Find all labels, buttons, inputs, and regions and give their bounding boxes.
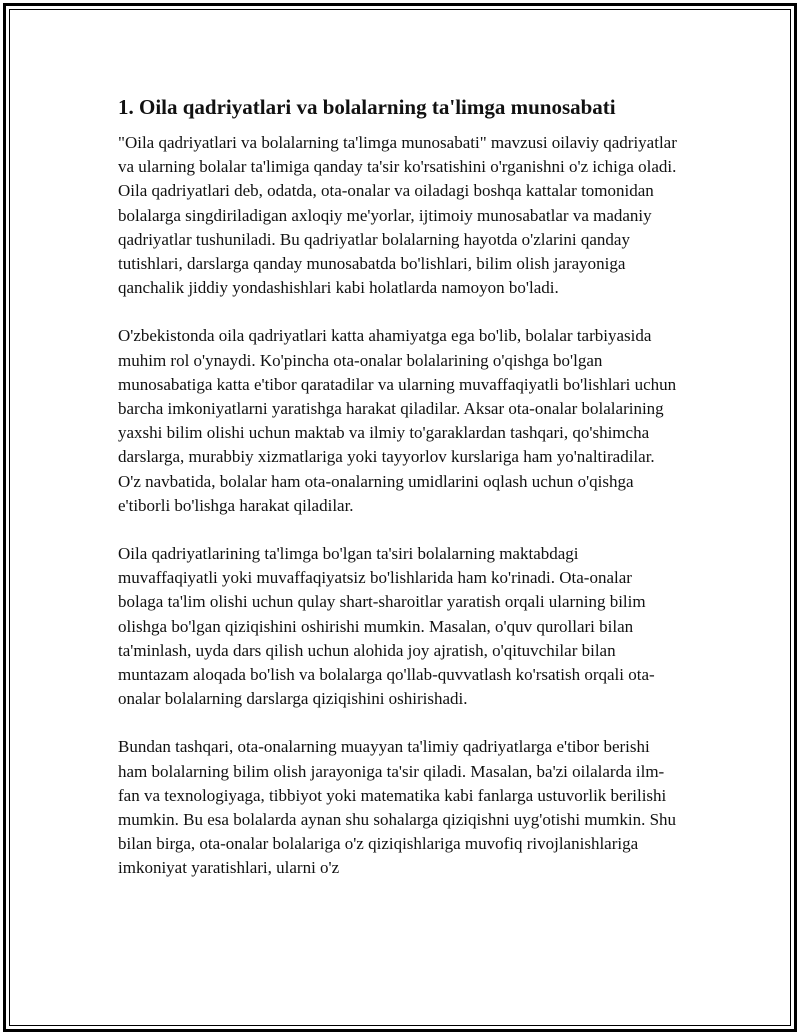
document-body — [118, 93, 678, 881]
paragraph-2: O'zbekistonda oila qadriyatlari katta ahamiyatga ega bo'lib, bolalar tarbiyasida muhim rol o'ynaydi. Ko'pincha ota-onalar bolalarining o'qishga bo'lgan munosabatiga katta e'tibor qaratadilar va ularning muvaffaqiyatli bo'lishlari uchun barcha imkoniyatlarni yaratishga harakat qiladilar. Aksar ota-onalar bolalarining yaxshi bilim olishi uchun maktab va ilmiy to'garaklardan tashqari, qo'shimcha darslarga, murabbiy xizmatlariga yoki tayyorlov kurslariga ham yo'naltiradilar. O'z navbatida, bolalar ham ota-onalarning umidlarini oqlash uchun o'qishga e'tiborli bo'lishga harakat qiladilar. — [118, 326, 677, 515]
section-heading: 1. Oila qadriyatlari va bolalarning ta'limga munosabati — [118, 95, 616, 119]
paragraph-4: Bundan tashqari, ota-onalarning muayyan ta'limiy qadriyatlarga e'tibor berishi ham bolalarning bilim olish jarayoniga ta'sir qiladi. Masalan, ba'zi oilalarda ilm-fan va texnologiyaga, tibbiyot yoki matematika kabi fanlarga ustuvorlik berilishi mumkin. Bu esa bolalarda aynan shu sohalarga qiziqishni uyg'otishi mumkin. Shu bilan birga, ota-onalar bolalariga o'z qiziqishlariga muvofiq rivojlanishlariga imkoniyat yaratishlari, ularni o'z — [118, 737, 677, 878]
paragraph-3: Oila qadriyatlarining ta'limga bo'lgan ta'siri bolalarning maktabdagi muvaffaqiyatli yoki muvaffaqiyatsiz bo'lishlarida ham ko'rinadi. Ota-onalar bolaga ta'lim olishi uchun qulay shart-sharoitlar yaratish orqali ularning bilim olishga bo'lgan qiziqishini oshirishi mumkin. Masalan, o'quv qurollari bilan ta'minlash, uyda dars qilish uchun alohida joy ajratish, o'qituvchilar bilan muntazam aloqada bo'lish va bolalarga qo'llab-quvvatlash ko'rsatish orqali ota-onalar bolalarning darslarga qiziqishini oshirishadi. — [118, 544, 655, 709]
paragraph-1: "Oila qadriyatlari va bolalarning ta'limga munosabati" mavzusi oilaviy qadriyatlar va ularning bolalar ta'limiga qanday ta'sir ko'rsatishini o'rganishni o'z ichiga oladi. Oila qadriyatlari deb, odatda, ota-onalar va oiladagi boshqa kattalar tomonidan bolalarga singdiriladigan axloqiy me'yorlar, ijtimoiy munosabatlar va madaniy qadriyatlar tushuniladi. Bu qadriyatlar bolalarning hayotda o'zlarini qanday tutishlari, darslarga qanday munosabatda bo'lishlari, bilim olish jarayoniga qanchalik jiddiy yondashishlari kabi holatlarda namoyon bo'ladi. — [118, 133, 677, 298]
